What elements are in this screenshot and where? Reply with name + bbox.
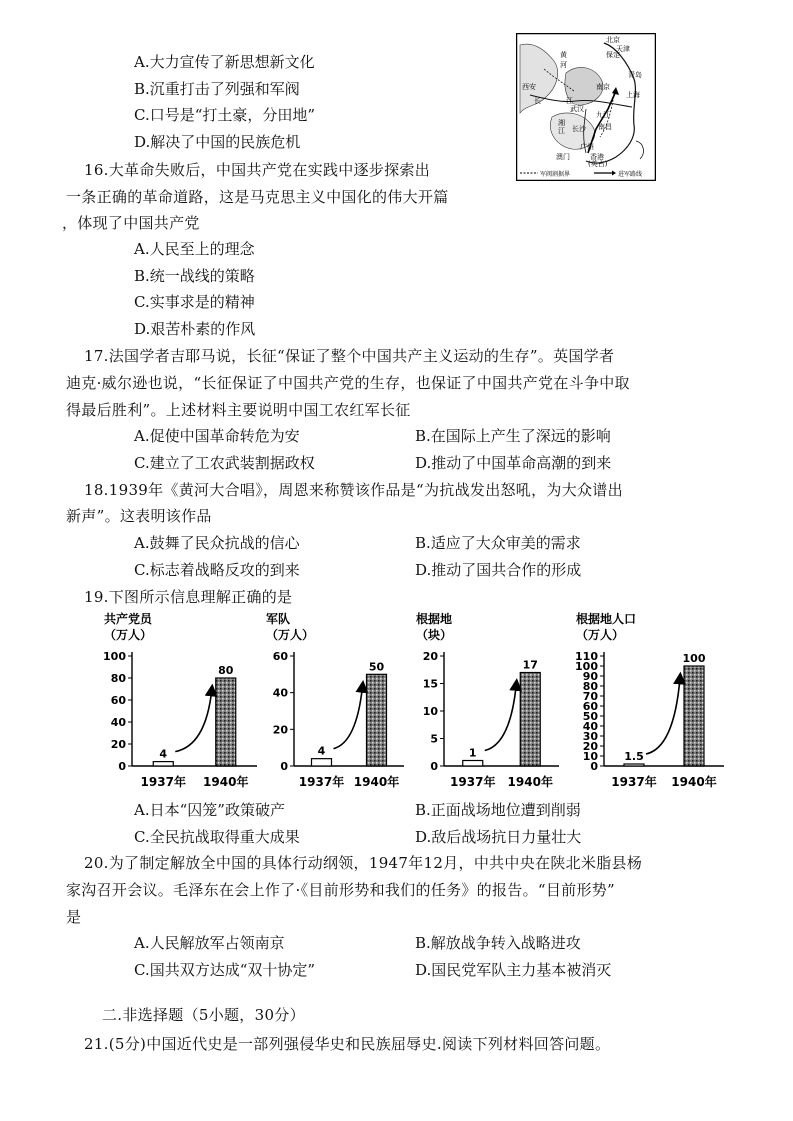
y-tick-label: 0 bbox=[430, 760, 438, 773]
y-tick-label: 40 bbox=[272, 686, 288, 700]
bar-1940年 bbox=[367, 674, 387, 766]
bar-value-label: 100 bbox=[682, 652, 706, 665]
map-label-xiang: 湘 bbox=[558, 119, 565, 127]
map-label-jiujiang: 九江 bbox=[596, 111, 610, 119]
y-tick-label: 80 bbox=[582, 680, 598, 693]
q18-option-a: A.鼓舞了民众抗战的信心 bbox=[134, 534, 300, 552]
map-label-xian: 西安 bbox=[522, 83, 536, 91]
y-tick-label: 80 bbox=[110, 672, 126, 685]
chart-unit: （万人） bbox=[576, 628, 625, 642]
q18-option-d: D.推动了国共合作的形成 bbox=[415, 561, 582, 579]
y-tick-label: 60 bbox=[582, 700, 598, 713]
map-legend-route: 进军路线 bbox=[618, 171, 643, 178]
q17-option-b: B.在国际上产生了深远的影响 bbox=[415, 427, 611, 445]
y-tick-label: 40 bbox=[582, 720, 598, 733]
y-tick-label: 60 bbox=[110, 694, 126, 707]
chart-title: 根据地 bbox=[416, 612, 453, 626]
historical-map bbox=[516, 33, 656, 181]
map-label-shanghai: 上海 bbox=[626, 91, 640, 99]
y-tick-label: 30 bbox=[582, 730, 598, 743]
map-label-baoding: 保定 bbox=[606, 51, 620, 59]
q17-option-d: D.推动了中国革命高潮的到来 bbox=[415, 454, 612, 472]
chart-title: 共产党员 bbox=[104, 612, 153, 626]
map-label-qingdao: 青岛 bbox=[628, 71, 642, 79]
q17-option-c: C.建立了工农武装割据政权 bbox=[134, 454, 315, 472]
q19-option-c: C.全民抗战取得重大成果 bbox=[134, 828, 300, 846]
bar-value-label: 80 bbox=[218, 664, 234, 677]
q20-option-d: D.国民党军队主力基本被消灭 bbox=[415, 961, 612, 979]
q20-stem-line3: 是 bbox=[66, 908, 82, 926]
q19-stem: 19.下图所示信息理解正确的是 bbox=[84, 588, 293, 606]
y-tick-label: 90 bbox=[582, 670, 598, 683]
x-tick-label: 1940年 bbox=[353, 775, 400, 789]
y-tick-label: 5 bbox=[430, 732, 438, 746]
q15-option-c: C.口号是“打土豪，分田地” bbox=[134, 106, 316, 124]
q20-option-c: C.国共双方达成“双十协定” bbox=[134, 961, 316, 979]
chart-party-members bbox=[100, 608, 265, 798]
y-tick-label: 20 bbox=[422, 650, 438, 663]
q19-option-d: D.敌后战场抗日力量壮大 bbox=[415, 828, 582, 846]
bar-1937年 bbox=[312, 759, 332, 766]
chart-base-population bbox=[572, 608, 732, 798]
bar-1940年 bbox=[216, 678, 236, 766]
bar-1937年 bbox=[624, 764, 644, 766]
q15-option-d: D.解决了中国的民族危机 bbox=[134, 133, 301, 151]
x-tick-label: 1937年 bbox=[450, 775, 496, 789]
map-label-beijing: 北京 bbox=[606, 36, 620, 44]
q16-option-a: A.人民至上的理念 bbox=[134, 240, 255, 258]
y-tick-label: 20 bbox=[110, 738, 126, 751]
growth-arrow bbox=[334, 686, 363, 748]
q21-stem: 21.(5分)中国近代史是一部列强侵华史和民族屈辱史.阅读下列材料回答问题。 bbox=[84, 1035, 611, 1053]
map-label-changsha: 长沙 bbox=[572, 125, 586, 133]
q18-option-c: C.标志着战略反攻的到来 bbox=[134, 561, 300, 579]
map-label-jiang: 江 bbox=[566, 97, 573, 105]
q20-option-b: B.解放战争转入战略进攻 bbox=[415, 934, 581, 952]
q20-stem-line2: 家沟召开会议。毛泽东在会上作了·《目前形势和我们的任务》的报告。“目前形势” bbox=[66, 881, 616, 899]
q16-stem-line3: ，体现了中国共产党 bbox=[62, 214, 200, 232]
y-tick-label: 20 bbox=[272, 723, 288, 737]
growth-arrow bbox=[175, 690, 212, 752]
y-tick-label: 10 bbox=[582, 750, 598, 763]
map-label-xianggang: 香港 bbox=[590, 153, 604, 161]
x-tick-label: 1940年 bbox=[203, 775, 249, 789]
q18-option-b: B.适应了大众审美的需求 bbox=[415, 534, 581, 552]
q17-stem-line3: 得最后胜利”。上述材料主要说明中国工农红军长征 bbox=[66, 401, 411, 419]
bar-value-label: 4 bbox=[159, 747, 168, 761]
map-label-wuhan: 武汉 bbox=[570, 105, 584, 113]
map-label-tianjin: 天津 bbox=[616, 45, 630, 53]
bar-value-label: 1.5 bbox=[624, 750, 644, 763]
q16-option-d: D.艰苦朴素的作风 bbox=[134, 320, 256, 338]
q18-stem-line2: 新声”。这表明该作品 bbox=[66, 507, 212, 525]
section-title: 二.非选择题（5小题，30分） bbox=[102, 1006, 305, 1024]
y-tick-label: 100 bbox=[103, 650, 126, 663]
q15-option-a: A.大力宣传了新思想新文化 bbox=[134, 53, 315, 71]
growth-arrow bbox=[646, 678, 680, 754]
map-label-jiang2: 江 bbox=[558, 127, 565, 135]
chart-unit: （块） bbox=[416, 628, 453, 642]
x-tick-label: 1937年 bbox=[140, 775, 186, 789]
y-tick-label: 0 bbox=[118, 760, 126, 773]
q15-option-b: B.沉重打击了列强和军阀 bbox=[134, 80, 300, 98]
map-label-yingzhan: (英占) bbox=[588, 160, 608, 168]
bar-1940年 bbox=[684, 666, 704, 766]
q16-stem-line2: 一条正确的革命道路，这是马克思主义中国化的伟大开篇 bbox=[66, 188, 449, 206]
q19-option-a: A.日本“囚笼”政策破产 bbox=[134, 801, 285, 819]
q17-stem-line2: 迪克·威尔逊也说，“长征保证了中国共产党的生存，也保证了中国共产党在斗争中取 bbox=[66, 374, 630, 392]
y-tick-label: 0 bbox=[280, 760, 288, 773]
y-tick-label: 110 bbox=[575, 650, 598, 663]
bar-value-label: 4 bbox=[317, 744, 326, 758]
y-tick-label: 50 bbox=[582, 710, 598, 723]
q16-option-b: B.统一战线的策略 bbox=[134, 267, 255, 285]
q17-stem-line1: 17.法国学者吉耶马说，长征“保证了整个中国共产主义运动的生存”。英国学者 bbox=[84, 347, 615, 365]
q20-stem-line1: 20.为了制定解放全中国的具体行动纲领，1947年12月，中共中央在陕北米脂县杨 bbox=[84, 854, 643, 872]
map-label-nanjing: 南京 bbox=[596, 83, 610, 91]
y-tick-label: 15 bbox=[422, 677, 438, 691]
x-tick-label: 1940年 bbox=[671, 775, 717, 789]
q18-stem-line1: 18.1939年《黄河大合唱》，周恩来称赞该作品是“为抗战发出怒吼，为大众谱出 bbox=[84, 481, 623, 499]
q20-option-a: A.人民解放军占领南京 bbox=[134, 934, 285, 952]
x-tick-label: 1937年 bbox=[298, 775, 345, 789]
q16-stem-line1: 16.大革命失败后，中国共产党在实践中逐步探索出 bbox=[84, 161, 431, 179]
y-tick-label: 60 bbox=[272, 650, 288, 663]
y-tick-label: 20 bbox=[582, 740, 598, 753]
y-tick-label: 40 bbox=[110, 716, 126, 729]
bar-value-label: 50 bbox=[368, 660, 385, 674]
chart-unit: （万人） bbox=[104, 628, 153, 642]
chart-unit: （万人） bbox=[266, 628, 315, 642]
map-label-chang: 长 bbox=[534, 97, 541, 105]
map-label-aomen: 澳门 bbox=[556, 153, 570, 161]
bar-value-label: 1 bbox=[468, 746, 477, 760]
map-label-nanchang: 南昌 bbox=[598, 123, 612, 131]
map-label-he: 河 bbox=[560, 61, 567, 69]
chart-title: 根据地人口 bbox=[576, 612, 637, 626]
chart-title: 军队 bbox=[266, 612, 291, 626]
map-label-huang: 黄 bbox=[560, 51, 567, 59]
y-tick-label: 100 bbox=[575, 660, 598, 673]
y-tick-label: 10 bbox=[422, 705, 438, 718]
chart-base-areas bbox=[412, 608, 567, 798]
map-legend-border: 军阀割据界 bbox=[540, 171, 571, 178]
bar-value-label: 17 bbox=[522, 658, 538, 672]
x-tick-label: 1940年 bbox=[507, 775, 553, 789]
q17-option-a: A.促使中国革命转危为安 bbox=[134, 427, 300, 445]
y-tick-label: 0 bbox=[590, 760, 598, 773]
chart-army bbox=[262, 608, 412, 798]
y-tick-label: 70 bbox=[582, 690, 598, 703]
q16-option-c: C.实事求是的精神 bbox=[134, 293, 255, 311]
bar-1940年 bbox=[520, 673, 540, 767]
x-tick-label: 1937年 bbox=[611, 775, 657, 789]
growth-arrow bbox=[485, 685, 517, 751]
bar-1937年 bbox=[463, 761, 483, 767]
map-label-guangzhou: 广州 bbox=[580, 143, 594, 151]
bar-1937年 bbox=[153, 762, 173, 766]
q19-option-b: B.正面战场地位遭到削弱 bbox=[415, 801, 581, 819]
